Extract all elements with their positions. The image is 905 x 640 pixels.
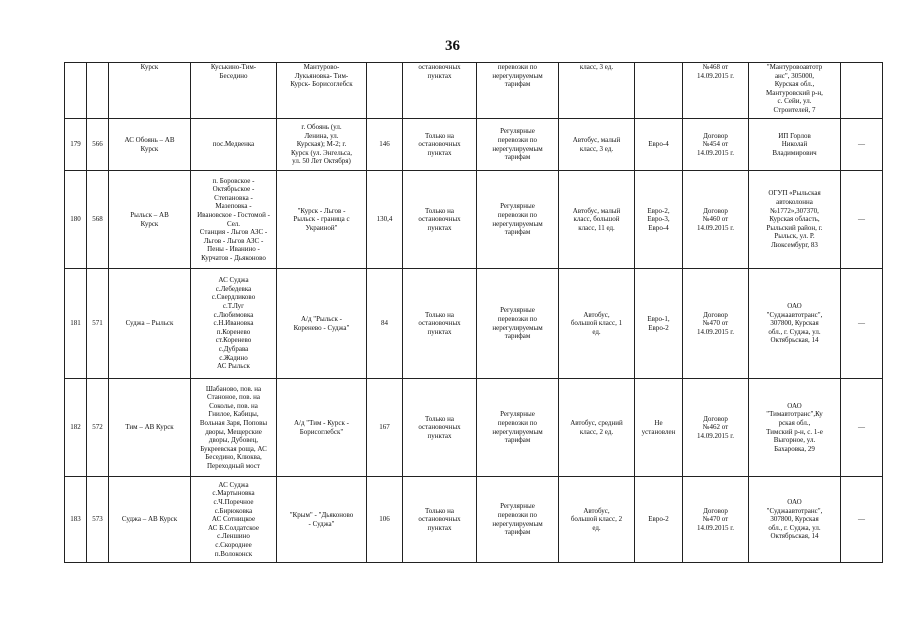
cell-number: [65, 63, 87, 119]
cell-extra: —: [841, 119, 883, 171]
cell-vehicle: Автобус, малый класс, большой класс, 11 ед.: [559, 171, 635, 269]
cell-contract: Договор №462 от 14.09.2015 г.: [683, 379, 749, 477]
cell-vehicle: Автобус, большой класс, 2 ед.: [559, 477, 635, 563]
cell-extra: —: [841, 269, 883, 379]
cell-tariff: Регулярные перевозки по нерегулируемым тарифам: [477, 269, 559, 379]
cell-contract: Договор №470 от 14.09.2015 г.: [683, 477, 749, 563]
table-row: [65, 171, 883, 269]
cell-contract: Договор №470 от 14.09.2015 г.: [683, 269, 749, 379]
cell-boarding: остановочных пунктах: [403, 63, 477, 119]
cell-stops: пос.Медвенка: [191, 119, 277, 171]
cell-route-name: Тим – АВ Курск: [109, 379, 191, 477]
cell-streets: "Курск - Льгов - Рыльск - граница с Украиной": [277, 171, 367, 269]
cell-number: 181: [65, 269, 87, 379]
cell-vehicle: класс, 3 ед.: [559, 63, 635, 119]
cell-eco-class: Евро-4: [635, 119, 683, 171]
cell-stops: Куськино-Тим- Беседино: [191, 63, 277, 119]
cell-vehicle: Автобус, средний класс, 2 ед.: [559, 379, 635, 477]
cell-stops: Шабаново, пов. на Станоное, пов. на Соколье, пов. на Гнилое, Кабицы, Вольная Заря, Поповы дворы, Мещерские дворы, Дубовец, Букреевская роща, АС Беседино, Клюква, Переходный мост: [191, 379, 277, 477]
cell-route-name: Суджа – АВ Курск: [109, 477, 191, 563]
cell-reg-number: 571: [87, 269, 109, 379]
cell-streets: Мантурово- Лукьяновка- Тим- Курск- Борисоглебск: [277, 63, 367, 119]
cell-boarding: Только на остановочных пунктах: [403, 269, 477, 379]
cell-boarding: Только на остановочных пунктах: [403, 119, 477, 171]
cell-length: 167: [367, 379, 403, 477]
cell-carrier: ОГУП «Рыльская автоколонна №1772»,307370, Курская область, Рыльский район, г. Рыльск, ул. Р. Люксембург, 83: [749, 171, 841, 269]
cell-vehicle: Автобус, малый класс, 3 ед.: [559, 119, 635, 171]
cell-tariff: Регулярные перевозки по нерегулируемым тарифам: [477, 477, 559, 563]
cell-streets: "Крым" - "Дьяконово - Суджа": [277, 477, 367, 563]
cell-eco-class: Не установлен: [635, 379, 683, 477]
cell-length: 146: [367, 119, 403, 171]
cell-stops: п. Боровское - Октябрьское - Степановка - Мазеповка - Ивановское - Гостомой - Сел. Станция - Льгов АЗС - Льгов - Льгов АЗС - Пены - Иванино - Курчатов - Дьяконово: [191, 171, 277, 269]
cell-length: 130,4: [367, 171, 403, 269]
cell-eco-class: Евро-2: [635, 477, 683, 563]
cell-contract: Договор №454 от 14.09.2015 г.: [683, 119, 749, 171]
cell-eco-class: [635, 63, 683, 119]
cell-carrier: ОАО "Суджаавтотранс", 307800, Курская обл., г. Суджа, ул. Октябрьская, 14: [749, 477, 841, 563]
cell-route-name: АС Обоянь – АВ Курск: [109, 119, 191, 171]
cell-carrier: ОАО "Тимавтотранс",Ку рская обл., Тимский р-н, с. 1-е Выгорное, ул. Бахаровка, 29: [749, 379, 841, 477]
cell-route-name: Суджа – Рыльск: [109, 269, 191, 379]
cell-reg-number: [87, 63, 109, 119]
cell-streets: А/д "Рыльск - Коренево - Суджа": [277, 269, 367, 379]
cell-streets: г. Обоянь (ул. Ленина, ул. Курская); М-2; г. Курск (ул. Энгельса, ул. 50 Лет Октября): [277, 119, 367, 171]
cell-vehicle: Автобус, большой класс, 1 ед.: [559, 269, 635, 379]
cell-carrier: "Мантуровоавтотр анс", 305000, Курская обл., Мантуровский р-н, с. Сейи, ул. Строителей, 7: [749, 63, 841, 119]
cell-route-name: Рыльск – АВ Курск: [109, 171, 191, 269]
cell-extra: [841, 63, 883, 119]
cell-contract: №468 от 14.09.2015 г.: [683, 63, 749, 119]
cell-boarding: Только на остановочных пунктах: [403, 171, 477, 269]
routes-table: [64, 62, 883, 563]
cell-stops: АС Суджа с.Лебедевка с.Свердликово с.Т.Луг с.Любимовка с.Н.Ивановка п.Коренево ст.Коренево с.Дубрава с.Жадино АС Рыльск: [191, 269, 277, 379]
cell-reg-number: 566: [87, 119, 109, 171]
cell-length: [367, 63, 403, 119]
cell-length: 106: [367, 477, 403, 563]
cell-number: 183: [65, 477, 87, 563]
cell-carrier: ИП Горлов Николай Владимирович: [749, 119, 841, 171]
cell-extra: —: [841, 171, 883, 269]
cell-tariff: Регулярные перевозки по нерегулируемым тарифам: [477, 119, 559, 171]
cell-eco-class: Евро-1, Евро-2: [635, 269, 683, 379]
cell-number: 180: [65, 171, 87, 269]
cell-reg-number: 568: [87, 171, 109, 269]
cell-reg-number: 573: [87, 477, 109, 563]
table-row: [65, 269, 883, 379]
cell-number: 179: [65, 119, 87, 171]
cell-contract: Договор №460 от 14.09.2015 г.: [683, 171, 749, 269]
cell-tariff: Регулярные перевозки по нерегулируемым тарифам: [477, 379, 559, 477]
cell-length: 84: [367, 269, 403, 379]
cell-stops: АС Суджа с.Мартыновка с.Ч.Поречное с.Бирюковка АС Сотницкое АС Б.Солдатское с.Леншино с.Скороднее п.Волоконск: [191, 477, 277, 563]
cell-boarding: Только на остановочных пунктах: [403, 379, 477, 477]
cell-carrier: ОАО "Суджаавтотранс", 307800, Курская обл., г. Суджа, ул. Октябрьская, 14: [749, 269, 841, 379]
table-row: [65, 379, 883, 477]
cell-reg-number: 572: [87, 379, 109, 477]
cell-streets: А/д "Тим - Курск - Борисоглебск": [277, 379, 367, 477]
page-number: 36: [445, 38, 460, 54]
cell-route-name: Курск: [109, 63, 191, 119]
cell-eco-class: Евро-2, Евро-3, Евро-4: [635, 171, 683, 269]
cell-extra: —: [841, 379, 883, 477]
table-row: [65, 119, 883, 171]
cell-tariff: Регулярные перевозки по нерегулируемым тарифам: [477, 171, 559, 269]
table-row: [65, 477, 883, 563]
cell-tariff: перевозки по нерегулируемым тарифам: [477, 63, 559, 119]
table-row-continuation: [65, 63, 883, 119]
cell-extra: —: [841, 477, 883, 563]
cell-number: 182: [65, 379, 87, 477]
cell-boarding: Только на остановочных пунктах: [403, 477, 477, 563]
